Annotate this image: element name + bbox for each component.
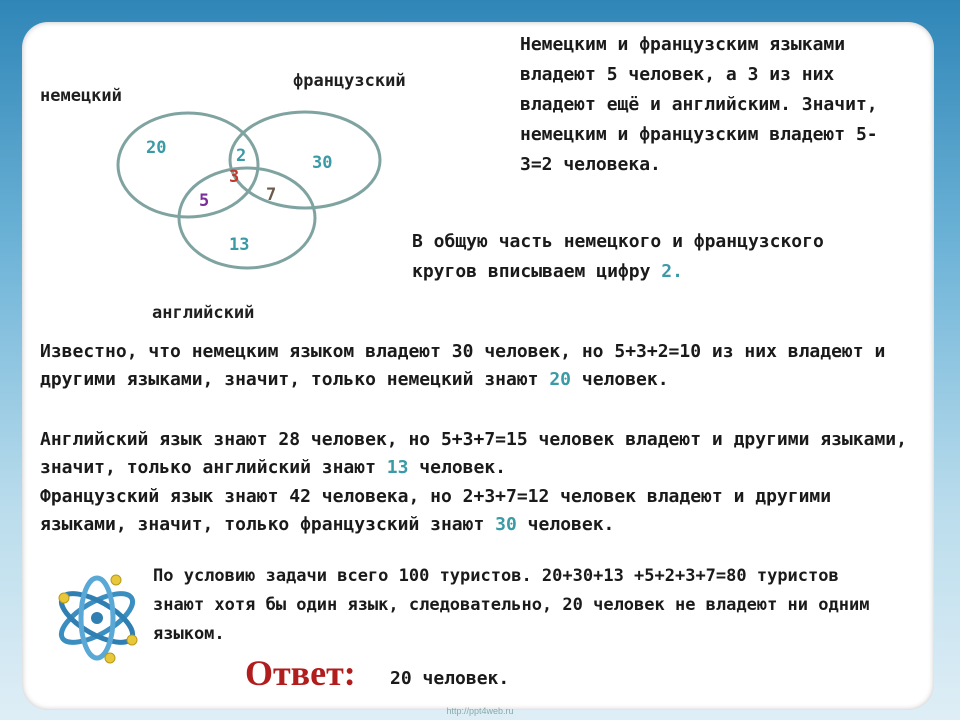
- venn-value-german-french: 2: [236, 146, 247, 166]
- paragraph-4-number: 13: [386, 457, 409, 478]
- paragraph-3-text: Известно, что немецким языком владеют 30 человек, но 5+3+2=10 из них владеют и другими языками, значит, только немецкий знают: [40, 341, 886, 390]
- label-english: английский: [152, 303, 255, 323]
- atom-icon: [52, 568, 142, 668]
- venn-value-german-english: 5: [199, 191, 210, 211]
- explanation-paragraph-4: [40, 426, 920, 482]
- paragraph-5-tail: человек.: [516, 514, 615, 535]
- paragraph-3-number: 20: [549, 369, 572, 390]
- paragraph-4-text: Английский язык знают 28 человек, но 5+3+7=15 человек владеют и другими языками, значит, только английский знают: [40, 429, 907, 478]
- venn-value-only-french: 30: [312, 153, 333, 173]
- paragraph-4-tail: человек.: [408, 457, 507, 478]
- venn-value-all-three: 3: [229, 167, 240, 187]
- explanation-paragraph-1: Немецким и французским языками владеют 5 человек, а 3 из них владеют ещё и английским. Значит, немецким и французским владеют 5-3=2 человека.: [520, 34, 878, 175]
- venn-value-only-german: 20: [146, 138, 167, 158]
- footer-watermark: http://ppt4web.ru: [446, 706, 514, 716]
- venn-value-only-english: 13: [229, 235, 250, 255]
- explanation-paragraph-6: По условию задачи всего 100 туристов. 20+30+13 +5+2+3+7=80 туристов знают хотя бы один язык, следовательно, 20 человек не владеют ни одним языком.: [153, 566, 870, 644]
- paragraph-5-text: Французский язык знают 42 человека, но 2+3+7=12 человек владеют и другими языками, значит, только французский знают: [40, 486, 832, 535]
- label-german: немецкий: [40, 86, 122, 106]
- explanation-paragraph-5: [40, 483, 920, 539]
- label-french: французский: [293, 71, 406, 91]
- explanation-paragraph-3: [40, 338, 920, 394]
- answer-value: 20 человек.: [390, 668, 510, 689]
- answer-label: Ответ:: [245, 653, 356, 693]
- paragraph-2-number: 2.: [661, 261, 683, 282]
- explanation-paragraph-2: [412, 227, 852, 287]
- paragraph-2-text: В общую часть немецкого и французского кругов вписываем цифру: [412, 231, 824, 282]
- paragraph-5-number: 30: [495, 514, 517, 535]
- paragraph-3-tail: человек.: [571, 369, 669, 390]
- venn-value-french-english: 7: [266, 185, 277, 205]
